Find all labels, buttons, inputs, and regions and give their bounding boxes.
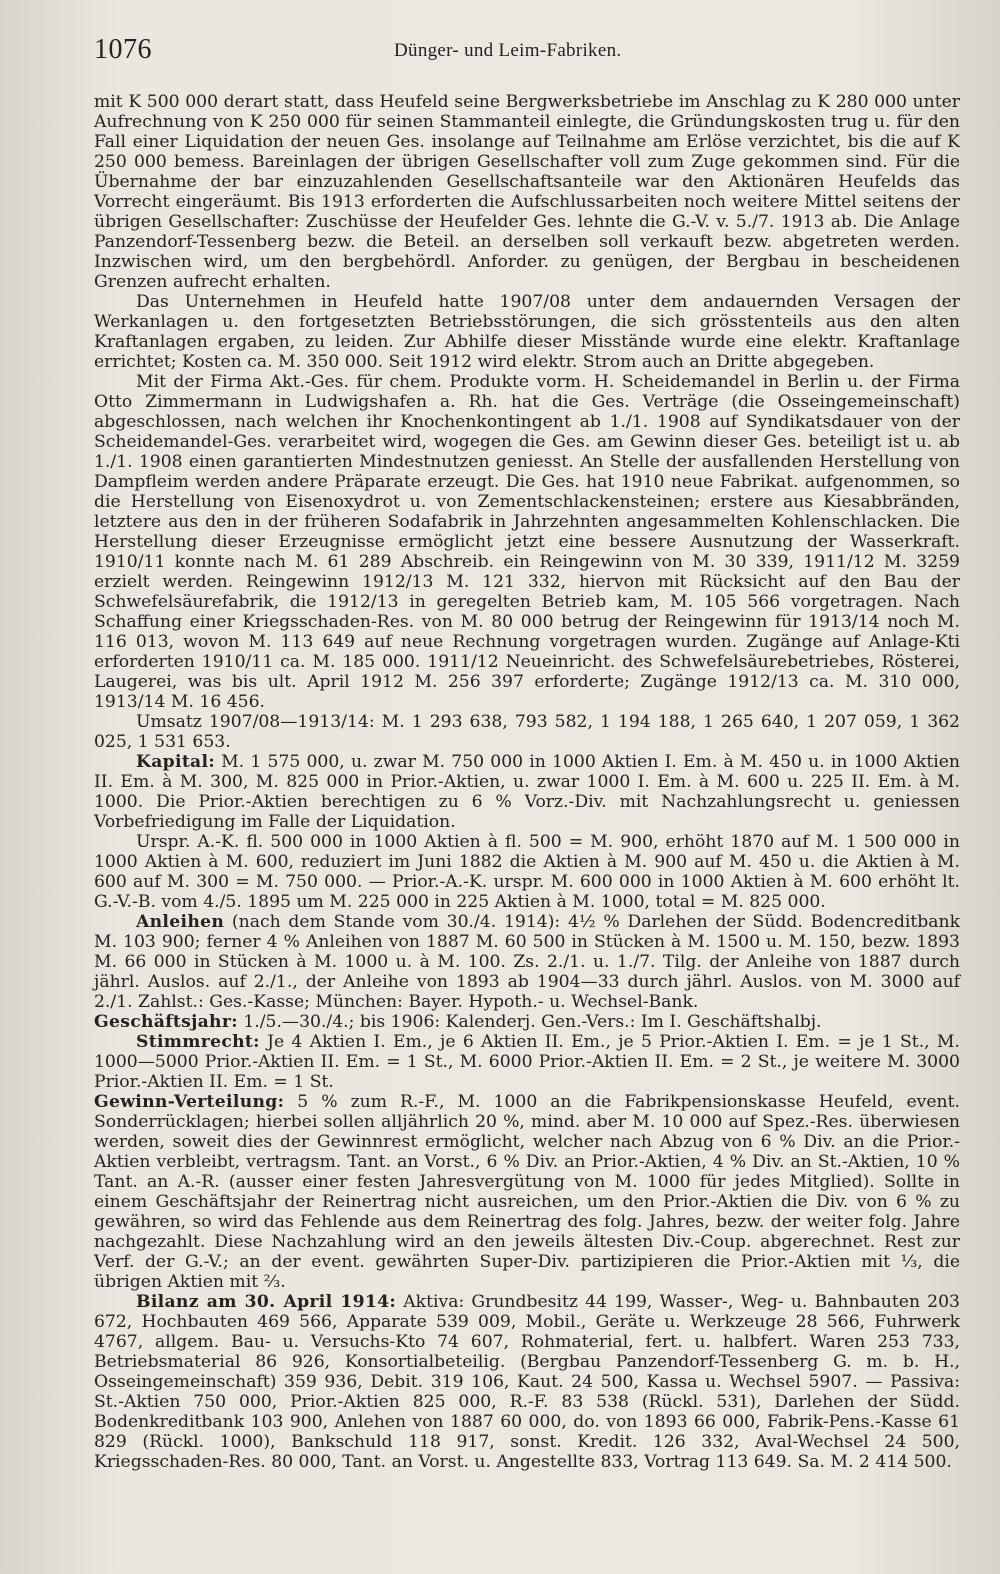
- paragraph-text: mit K 500 000 derart statt, dass Heufeld seine Bergwerksbetriebe im Anschlag zu K 280 000 unter Aufrechnung von K 250 000 für seinen Stammanteil einlegte, die Gründungskosten trug u. für den Fall einer Liquidation der neuen Ges. insolange auf Teilnahme am Erlöse verzichtet, bis die auf K 250 000 bemess. Bareinlagen der übrigen Gesellschafter voll zum Zuge gekommen sind. Für die Übernahme der bar einzuzahlenden Gesellschaftsanteile war den Aktionären Heufelds das Vorrecht eingeräumt. Bis 1913 erforderten die Aufschlussarbeiten noch weitere Mittel seitens der übrigen Gesellschafter: Zuschüsse der Heufelder Ges. lehnte die G.-V. v. 5./7. 1913 ab. Die Anlage Panzendorf-Tessenberg bezw. die Beteil. an derselben soll verkauft bezw. abgetreten werden. Inzwischen wird, um den bergbehördl. Anforder. zu genügen, der Bergbau in bescheidenen Grenzen aufrecht erhalten.: [94, 92, 960, 292]
- paragraph-text: Urspr. A.-K. fl. 500 000 in 1000 Aktien à fl. 500 = M. 900, erhöht 1870 auf M. 1 500 000 in 1000 Aktien à M. 600, reduziert im Juni 1882 die Aktien à M. 900 auf M. 450 u. die Aktien à M. 600 auf M. 300 = M. 750 000. — Prior.-A.-K. urspr. M. 600 000 in 1000 Aktien à M. 600 erhöht lt. G.-V.-B. vom 4./5. 1895 um M. 225 000 in 225 Aktien à M. 1000, total = M. 825 000.: [94, 832, 960, 912]
- paragraph-unternehmen: [94, 292, 960, 372]
- paragraph-text: 1./5.—30./4.; bis 1906: Kalenderj. Gen.-Vers.: Im I. Geschäftshalbj.: [237, 1012, 822, 1032]
- paragraph-gewinn-verteilung: [94, 1092, 960, 1292]
- paragraph-text: Je 4 Aktien I. Em., je 6 Aktien II. Em., je 5 Prior.-Aktien I. Em. = je 1 St., M. 1000—5000 Prior.-Aktien II. Em. = 1 St., M. 6000 Prior.-Aktien II. Em. = 2 St., je weitere M. 3000 Prior.-Aktien II. Em. = 1 St.: [94, 1032, 960, 1092]
- section-label: Geschäftsjahr:: [94, 1012, 238, 1032]
- paragraph-geschaeftsjahr: [94, 1012, 960, 1032]
- paragraph-text: 5 % zum R.-F., M. 1000 an die Fabrikpensionskasse Heufeld, event. Sonderrücklagen; hierbei sollen alljährlich 20 %, mind. aber M. 10 000 auf Spez.-Res. überwiesen werden, soweit dies der Gewinnrest ermöglicht, welcher nach Abzug von 6 % Div. an die Prior.-Aktien verbleibt, vertragsm. Tant. an Vorst., 6 % Div. an Prior.-Aktien, 4 % Div. an St.-Aktien, 10 % Tant. an A.-R. (ausser einer festen Jahresvergütung von M. 1000 für jedes Mitglied). Sollte in einem Geschäftsjahr der Reinertrag nicht ausreichen, um den Prior.-Aktien die Div. von 6 % zu gewähren, so wird das Fehlende aus dem Reinertrag des folg. Jahres, bezw. der weiter folg. Jahre nachgezahlt. Diese Nachzahlung wird an den jeweils ältesten Div.-Coup. abgerechnet. Rest zur Verf. der G.-V.; an der event. gewährten Super-Div. partizipieren die Prior.-Aktien mit ⅓, die übrigen Aktien mit ⅔.: [94, 1092, 960, 1292]
- paragraph-text: Umsatz 1907/08—1913/14: M. 1 293 638, 793 582, 1 194 188, 1 265 640, 1 207 059, 1 362 025, 1 531 653.: [94, 712, 960, 752]
- paragraph-umsatz: [94, 712, 960, 752]
- section-label: Anleihen: [136, 912, 225, 932]
- paragraph-text: Das Unternehmen in Heufeld hatte 1907/08 unter dem andauernden Versagen der Werkanlagen u. den fortgesetzten Betriebsstörungen, die sich grösstenteils aus den alten Kraftanlagen ergaben, zu leiden. Zur Abhilfe dieser Misstände wurde eine elektr. Kraftanlage errichtet; Kosten ca. M. 350 000. Seit 1912 wird elektr. Strom auch an Dritte abgegeben.: [94, 292, 960, 372]
- paragraph-text: Aktiva: Grundbesitz 44 199, Wasser-, Weg- u. Bahnbauten 203 672, Hochbauten 469 566, Apparate 539 009, Mobil., Geräte u. Werkzeuge 28 566, Fuhrwerk 4767, allgem. Bau- u. Versuchs-Kto 74 607, Rohmaterial, fert. u. halbfert. Waren 253 733, Betriebsmaterial 86 926, Konsortialbeteilig. (Bergbau Panzendorf-Tessenberg G. m. b. H., Osseingemeinschaft) 359 936, Debit. 319 106, Kaut. 24 500, Kassa u. Wechsel 5907. — Passiva: St.-Aktien 750 000, Prior.-Aktien 825 000, R.-F. 83 538 (Rückl. 531), Darlehen der Südd. Bodenkreditbank 103 900, Anlehen von 1887 60 000, do. von 1893 66 000, Fabrik-Pens.-Kasse 61 829 (Rückl. 1000), Bankschuld 118 917, sonst. Kredit. 126 332, Aval-Wechsel 24 500, Kriegsschaden-Res. 80 000, Tant. an Vorst. u. Angestellte 833, Vortrag 113 649. Sa. M. 2 414 500.: [94, 1292, 960, 1472]
- section-label: Stimmrecht:: [136, 1032, 260, 1052]
- page-title: Dünger- und Leim-Fabriken.: [394, 40, 622, 61]
- section-label: Gewinn-Verteilung:: [94, 1092, 285, 1112]
- paragraph-kapital: [94, 752, 960, 832]
- body-text: [94, 92, 960, 1472]
- paragraph-bilanz: [94, 1292, 960, 1472]
- page-number: 1076: [94, 34, 152, 65]
- paragraph-stimmrecht: [94, 1032, 960, 1092]
- section-label: Bilanz am 30. April 1914:: [136, 1292, 397, 1312]
- paragraph-anleihen: [94, 912, 960, 1012]
- paragraph-bergbau: [94, 92, 960, 292]
- paragraph-urspr: [94, 832, 960, 912]
- paragraph-vertraege: [94, 372, 960, 712]
- section-label: Kapital:: [136, 752, 215, 772]
- paragraph-text: M. 1 575 000, u. zwar M. 750 000 in 1000 Aktien I. Em. à M. 450 u. in 1000 Aktien II. Em. à M. 300, M. 825 000 in Prior.-Aktien, u. zwar 1000 I. Em. à M. 600 u. 225 II. Em. à M. 1000. Die Prior.-Aktien berechtigen zu 6 % Vorz.-Div. mit Nachzahlungsrecht u. geniessen Vorbefriedigung im Falle der Liquidation.: [94, 752, 960, 832]
- paragraph-text: (nach dem Stande vom 30./4. 1914): 4½ % Darlehen der Südd. Bodencreditbank M. 103 900; ferner 4 % Anleihen von 1887 M. 60 500 in Stücken à M. 1500 u. M. 150, bezw. 1893 M. 66 000 in Stücken à M. 1000 u. à M. 100. Zs. 2./1. u. 1./7. Tilg. der Anleihe von 1887 durch jährl. Auslos. auf 2./1., der Anleihe von 1893 ab 1904—33 durch jährl. Auslos. von M. 3000 auf 2./1. Zahlst.: Ges.-Kasse; München: Bayer. Hypoth.- u. Wechsel-Bank.: [94, 912, 960, 1012]
- running-head: [94, 34, 960, 78]
- paragraph-text: Mit der Firma Akt.-Ges. für chem. Produkte vorm. H. Scheidemandel in Berlin u. der Firma Otto Zimmermann in Ludwigshafen a. Rh. hat die Ges. Verträge (die Osseingemeinschaft) abgeschlossen, nach welchen ihr Knochenkontingent ab 1./1. 1908 auf Syndikatsdauer von der Scheidemandel-Ges. verarbeitet wird, wogegen die Ges. am Gewinn dieser Ges. beteiligt ist u. ab 1./1. 1908 einen garantierten Mindestnutzen geniesst. An Stelle der ausfallenden Herstellung von Dampfleim werden andere Präparate erzeugt. Die Ges. hat 1910 neue Fabrikat. aufgenommen, so die Herstellung von Eisenoxydrot u. von Zementschlackensteinen; erstere aus Kiesabbränden, letztere aus den in der früheren Sodafabrik in Jahrzehnten angesammelten Kohlenschlacken. Die Herstellung dieser Erzeugnisse ermöglicht jetzt eine bessere Ausnutzung der Wasserkraft. 1910/11 konnte nach M. 61 289 Abschreib. ein Reingewinn von M. 30 339, 1911/12 M. 3259 erzielt werden. Reingewinn 1912/13 M. 121 332, hiervon mit Rücksicht auf den Bau der Schwefelsäurefabrik, die 1912/13 in geregelten Betrieb kam, M. 105 566 vorgetragen. Nach Schaffung einer Kriegsschaden-Res. von M. 80 000 betrug der Reingewinn für 1913/14 noch M. 116 013, wovon M. 113 649 auf neue Rechnung vorgetragen wurden. Zugänge auf Anlage-Kti erforderten 1910/11 ca. M. 185 000. 1911/12 Neueinricht. des Schwefelsäurebetriebes, Rösterei, Laugerei, was bis ult. April 1912 M. 256 397 erforderte; Zugänge 1912/13 ca. M. 310 000, 1913/14 M. 16 456.: [94, 372, 960, 712]
